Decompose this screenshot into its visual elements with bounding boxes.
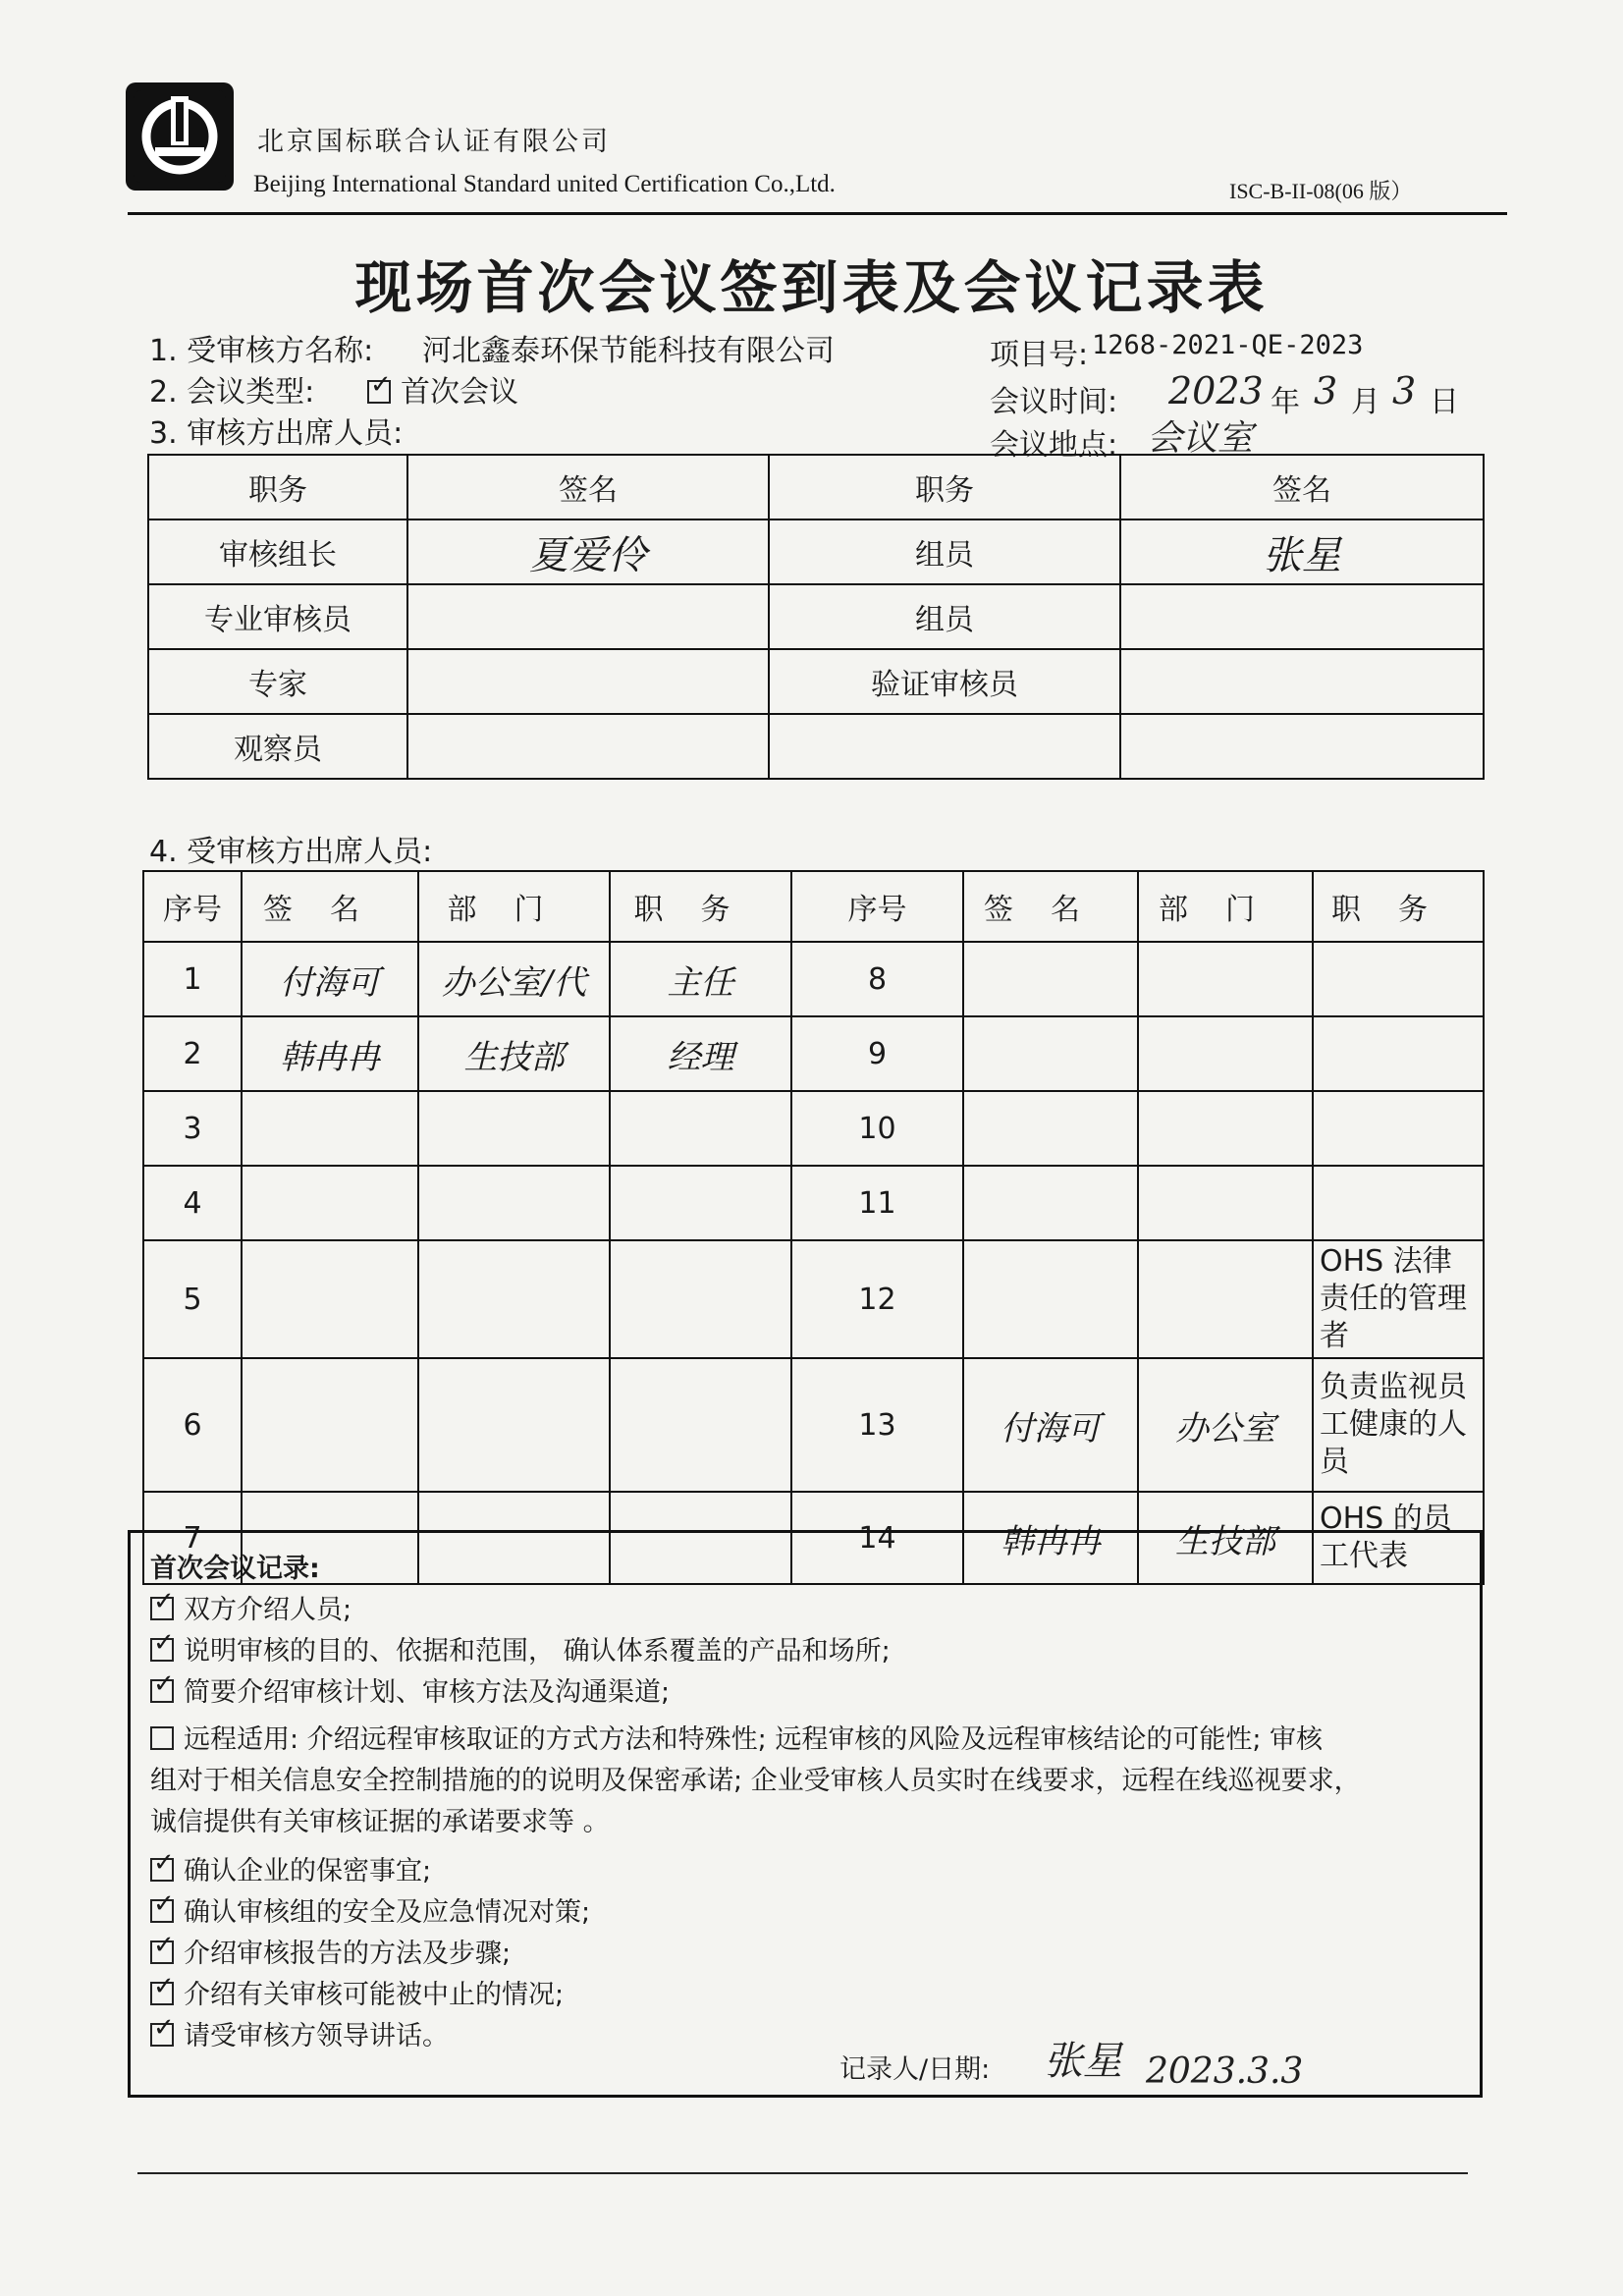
auditee-name-value: 河北鑫泰环保节能科技有限公司	[422, 334, 835, 368]
record-title: 首次会议记录:	[150, 1554, 320, 1584]
checkbox-icon	[150, 1726, 174, 1750]
signature-cell: 付海可	[963, 1358, 1138, 1492]
seq-cell: 9	[791, 1016, 963, 1091]
signature-cell: 张星	[1120, 519, 1484, 584]
meeting-type-value: 首次会议	[401, 375, 518, 410]
seq-cell: 10	[791, 1091, 963, 1166]
checklist-item	[150, 1932, 511, 1970]
table-row	[143, 1166, 1484, 1240]
role-cell: OHS 法律责任的管理者	[1313, 1240, 1484, 1358]
seq-cell: 4	[143, 1166, 242, 1240]
auditee-name-label: 1. 受审核方名称:	[149, 334, 374, 368]
department-cell	[418, 1240, 610, 1358]
department-cell	[1138, 1016, 1313, 1091]
department-cell: 生技部	[418, 1016, 610, 1091]
meeting-type-label: 2. 会议类型:	[149, 375, 315, 410]
header-divider	[128, 212, 1507, 215]
meeting-place-value: 会议室	[1147, 418, 1254, 459]
auditee-attendees-label: 4. 受审核方出席人员:	[149, 835, 433, 869]
footer-divider	[137, 2172, 1468, 2174]
signature-cell: 付海可	[242, 942, 418, 1016]
department-cell: 办公室	[1138, 1358, 1313, 1492]
checkbox-icon	[150, 1597, 174, 1620]
checkbox-icon	[150, 1941, 174, 1964]
header-role: 职务	[610, 871, 791, 942]
seq-cell: 11	[791, 1166, 963, 1240]
signature-cell	[1120, 714, 1484, 779]
auditor-attendees-label: 3. 审核方出席人员:	[149, 416, 404, 451]
checklist-text: 简要介绍审核计划、审核方法及沟通渠道;	[184, 1677, 671, 1708]
header-role: 职务	[769, 455, 1120, 519]
seq-cell: 6	[143, 1358, 242, 1492]
role-cell	[610, 1358, 791, 1492]
table-row	[148, 649, 1484, 714]
header-signature: 签名	[407, 455, 769, 519]
role-cell: 组员	[769, 584, 1120, 649]
checklist-item	[150, 1973, 564, 2011]
signature-cell	[963, 942, 1138, 1016]
checklist-text: 确认企业的保密事宜;	[184, 1856, 432, 1886]
signature-cell	[242, 1240, 418, 1358]
department-cell: 办公室/代	[418, 942, 610, 1016]
department-cell	[418, 1358, 610, 1492]
role-cell: 专家	[148, 649, 407, 714]
header-seq: 序号	[791, 871, 963, 942]
signature-cell: 夏爱伶	[407, 519, 769, 584]
table-row	[143, 1240, 1484, 1358]
table-row	[148, 519, 1484, 584]
seq-cell: 2	[143, 1016, 242, 1091]
role-cell	[610, 1091, 791, 1166]
checkbox-icon	[150, 1899, 174, 1923]
company-name-en: Beijing International Standard united Certification Co.,Ltd.	[253, 171, 836, 197]
signature-cell	[407, 584, 769, 649]
checklist-text: 组对于相关信息安全控制措施的的说明及保密承诺; 企业受审核人员实时在线要求，远程在线巡视要求，	[150, 1766, 1361, 1796]
checkbox-icon	[150, 1638, 174, 1662]
role-cell	[1313, 1091, 1484, 1166]
signature-cell	[963, 1016, 1138, 1091]
role-cell: OHS 的员工代表	[1313, 1492, 1484, 1584]
signature-cell: 韩冉冉	[242, 1016, 418, 1091]
seq-cell: 3	[143, 1091, 242, 1166]
meeting-day: 3	[1392, 369, 1417, 412]
checklist-item	[150, 1759, 1361, 1797]
year-unit: 年	[1271, 385, 1300, 419]
signature-cell	[963, 1091, 1138, 1166]
signature-cell	[242, 1091, 418, 1166]
company-logo	[126, 82, 234, 191]
checklist-item	[150, 1670, 670, 1709]
signature-cell	[242, 1166, 418, 1240]
checklist-text: 远程适用: 介绍远程审核取证的方式方法和特殊性; 远程审核的风险及远程审核结论的可能性; 审核	[184, 1724, 1324, 1755]
project-number-value: 1268-2021-QE-2023	[1092, 330, 1364, 360]
signature-cell	[242, 1358, 418, 1492]
checklist-item	[150, 1629, 891, 1667]
seq-cell: 5	[143, 1240, 242, 1358]
seq-cell: 14	[791, 1492, 963, 1584]
table-row	[143, 1016, 1484, 1091]
meeting-place-label: 会议地点:	[990, 428, 1118, 463]
checkbox-icon	[150, 1982, 174, 2005]
seq-cell: 7	[143, 1492, 242, 1584]
header-signature: 签名	[963, 871, 1138, 942]
checklist-text: 说明审核的目的、依据和范围， 确认体系覆盖的产品和场所;	[184, 1636, 891, 1667]
role-cell: 审核组长	[148, 519, 407, 584]
department-cell	[1138, 942, 1313, 1016]
meeting-type-option	[367, 367, 518, 410]
document-code: ISC-B-II-08(06 版）	[1229, 179, 1413, 203]
checkbox-icon	[367, 380, 391, 404]
seq-cell: 1	[143, 942, 242, 1016]
checklist-text: 诚信提供有关审核证据的承诺要求等 。	[150, 1807, 610, 1837]
checklist-item	[150, 1849, 431, 1887]
role-cell: 负责监视员工健康的人员	[1313, 1358, 1484, 1492]
meeting-year: 2023	[1168, 369, 1264, 412]
meeting-month: 3	[1314, 369, 1338, 412]
signature-cell	[963, 1240, 1138, 1358]
role-cell	[610, 1240, 791, 1358]
role-cell: 主任	[610, 942, 791, 1016]
header-role: 职务	[148, 455, 407, 519]
table-row	[148, 584, 1484, 649]
department-cell	[418, 1091, 610, 1166]
day-unit: 日	[1430, 385, 1459, 419]
role-cell	[1313, 942, 1484, 1016]
checklist-text: 介绍有关审核可能被中止的情况;	[184, 1980, 565, 2010]
meeting-record-box	[128, 1530, 1483, 2098]
page-title: 现场首次会议签到表及会议记录表	[354, 254, 1269, 321]
checklist-text: 双方介绍人员;	[184, 1595, 352, 1625]
checklist-text: 介绍审核报告的方法及步骤;	[184, 1939, 512, 1969]
checkbox-icon	[150, 2023, 174, 2047]
checkbox-icon	[150, 1679, 174, 1703]
signature-cell	[963, 1166, 1138, 1240]
seq-cell: 8	[791, 942, 963, 1016]
signature-cell	[407, 649, 769, 714]
recorder-signature: 张星	[1044, 2039, 1122, 2084]
company-name-cn: 北京国标联合认证有限公司	[257, 127, 611, 157]
table-row	[148, 714, 1484, 779]
signature-cell	[407, 714, 769, 779]
header-signature: 签名	[242, 871, 418, 942]
signature-cell: 韩冉冉	[963, 1492, 1138, 1584]
role-cell: 组员	[769, 519, 1120, 584]
table-row	[143, 1091, 1484, 1166]
table-row	[143, 1358, 1484, 1492]
department-cell	[1138, 1091, 1313, 1166]
checklist-text: 请受审核方领导讲话。	[184, 2021, 449, 2051]
role-cell	[1313, 1166, 1484, 1240]
department-cell	[418, 1166, 610, 1240]
checklist-item	[150, 2014, 449, 2052]
role-cell	[610, 1166, 791, 1240]
signature-cell	[1120, 649, 1484, 714]
role-cell	[1313, 1016, 1484, 1091]
seq-cell: 12	[791, 1240, 963, 1358]
role-cell: 专业审核员	[148, 584, 407, 649]
recorder-date: 2023.3.3	[1146, 2051, 1304, 2092]
header-department: 部门	[1138, 871, 1313, 942]
checklist-item	[150, 1800, 610, 1838]
recorder-label: 记录人/日期:	[839, 2054, 991, 2085]
meeting-time-label: 会议时间:	[990, 385, 1118, 419]
checklist-item	[150, 1890, 590, 1929]
header-signature: 签名	[1120, 455, 1484, 519]
checkbox-icon	[150, 1858, 174, 1882]
auditor-attendance-table	[147, 454, 1485, 780]
table-row	[143, 942, 1484, 1016]
role-cell	[769, 714, 1120, 779]
role-cell: 观察员	[148, 714, 407, 779]
checklist-text: 确认审核组的安全及应急情况对策;	[184, 1897, 591, 1928]
department-cell: 生技部	[1138, 1492, 1313, 1584]
header-role: 职务	[1313, 871, 1484, 942]
month-unit: 月	[1351, 385, 1380, 419]
header-department: 部门	[418, 871, 610, 942]
table-header-row	[148, 455, 1484, 519]
auditee-attendance-table	[142, 870, 1485, 1585]
auditee-table-body	[143, 942, 1484, 1584]
checklist-item	[150, 1718, 1323, 1756]
role-cell: 经理	[610, 1016, 791, 1091]
role-cell: 验证审核员	[769, 649, 1120, 714]
header-seq: 序号	[143, 871, 242, 942]
seq-cell: 13	[791, 1358, 963, 1492]
department-cell	[1138, 1240, 1313, 1358]
checklist-item	[150, 1588, 352, 1626]
table-header-row	[143, 871, 1484, 942]
signature-cell	[1120, 584, 1484, 649]
project-number-label: 项目号:	[990, 338, 1089, 372]
department-cell	[1138, 1166, 1313, 1240]
